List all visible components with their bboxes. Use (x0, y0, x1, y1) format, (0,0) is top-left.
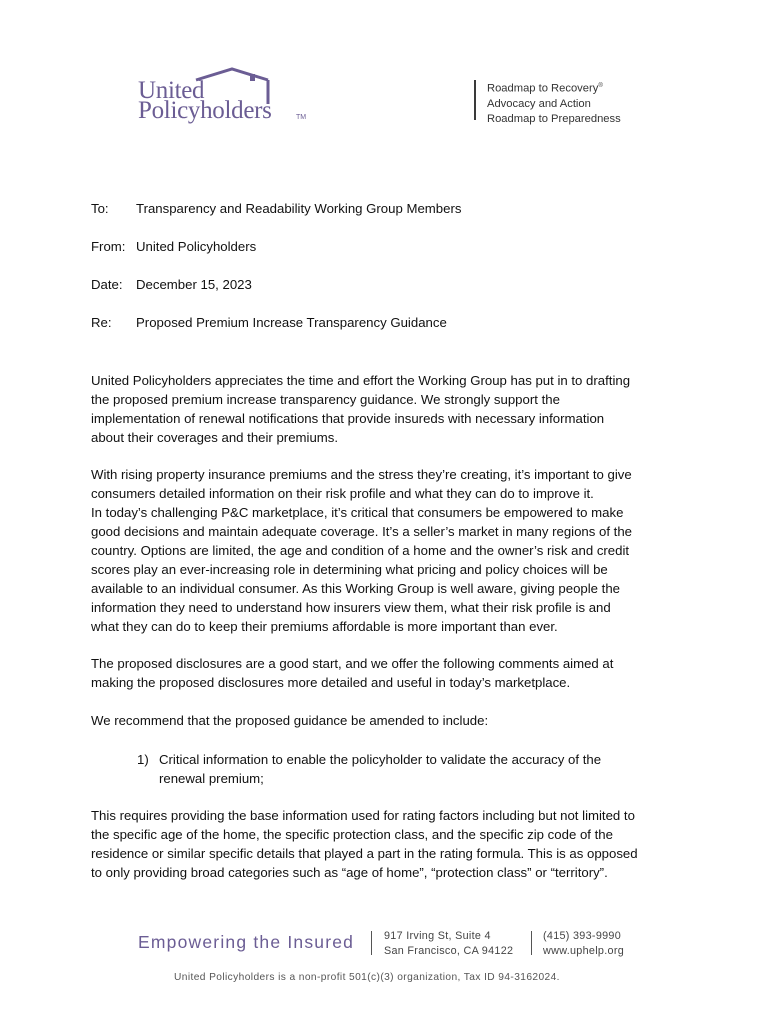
text-line: In today’s challenging P&C marketplace, it’s critical that consumers be empowered to make (91, 505, 624, 520)
united-policyholders-logo (138, 66, 313, 122)
logo-line-policyholders: Policyholders (138, 97, 272, 124)
phone-number: (415) 393-9990 (543, 930, 622, 942)
text-line: implementation of renewal notifications that provide insureds with necessary information (91, 411, 605, 426)
text-line: The proposed disclosures are a good start, and we offer the following comments aimed at (91, 656, 614, 671)
text-line: scores play an ever-increasing role in determining what pricing and policy choices will be (91, 562, 608, 577)
footer-address (384, 929, 513, 958)
taglines (487, 79, 621, 127)
text-line: United Policyholders appreciates the time and effort the Working Group has put in to drafting (91, 373, 631, 388)
footer-slogan: Empowering the Insured (138, 932, 355, 952)
footer-divider (371, 931, 372, 955)
memo-value: United Policyholders (136, 239, 257, 254)
tagline-recovery: Roadmap to Recovery® (487, 82, 603, 95)
text-line: information they need to understand how insurers view them, what their risk profile is and (91, 600, 611, 615)
tagline-preparedness: Roadmap to Preparedness (487, 112, 621, 125)
text-line: residence or similar specific details that played a part in the rating formula. This is as opposed (91, 846, 638, 861)
text-line: what they can do to keep their premiums affordable is more important than ever. (91, 619, 558, 634)
text-line: renewal premium; (159, 771, 264, 786)
address-line: San Francisco, CA 94122 (384, 944, 514, 957)
paragraph-intro (91, 371, 681, 447)
text-line: available to an individual consumer. As this Working Group is well aware, giving people the (91, 581, 621, 596)
text-line: good decisions and maintain adequate coverage. It’s a seller’s market in many regions of the (91, 524, 633, 539)
memo-label: Date: (91, 277, 123, 292)
text-line: This requires providing the base information used for rating factors including but not limited to (91, 808, 635, 823)
footer-contact (543, 929, 624, 958)
footer-divider (531, 931, 532, 955)
memo-label: Re: (91, 315, 112, 330)
memo-value: December 15, 2023 (136, 277, 252, 292)
text-line: We recommend that the proposed guidance be amended to include: (91, 713, 489, 728)
text-line: consumers detailed information on their risk profile and what they can do to improve it. (91, 486, 594, 501)
text-line: country. Options are limited, the age and condition of a home and the owner’s risk and credit (91, 543, 630, 558)
tagline-advocacy: Advocacy and Action (487, 97, 591, 110)
memo-value: Transparency and Readability Working Group Members (136, 201, 462, 216)
memo-label: From: (91, 239, 126, 254)
paragraph-recommendation (91, 711, 681, 730)
logo-line-united: United (138, 77, 205, 104)
logo-trademark: TM (296, 114, 307, 121)
text-line: the specific age of the home, the specific protection class, and the specific zip code of the (91, 827, 613, 842)
memo-label: To: (91, 201, 109, 216)
address-line: 917 Irving St, Suite 4 (384, 930, 491, 942)
text-line: about their coverages and their premiums. (91, 430, 339, 445)
paragraph-rising-premiums (91, 465, 681, 636)
website-link[interactable]: www.uphelp.org (543, 944, 625, 957)
paragraph-proposed-disclosures (91, 654, 681, 692)
text-line: the proposed premium increase transparency guidance. We strongly support the (91, 392, 560, 407)
list-item (137, 750, 657, 788)
list-number: 1) (137, 752, 149, 767)
text-line: to only providing broad categories such as “age of home”, “protection class” or “territory”. (91, 865, 608, 880)
paragraph-base-information (91, 806, 681, 882)
text-line: making the proposed disclosures more detailed and useful in today’s marketplace. (91, 675, 571, 690)
memo-value: Proposed Premium Increase Transparency Guidance (136, 315, 447, 330)
nonprofit-statement: United Policyholders is a non-profit 501(c)(3) organization, Tax ID 94-3162024. (174, 972, 560, 983)
text-line: Critical information to enable the policyholder to validate the accuracy of the (159, 752, 602, 767)
text-line: With rising property insurance premiums and the stress they’re creating, it’s important to give (91, 467, 632, 482)
tagline-divider (474, 80, 476, 120)
